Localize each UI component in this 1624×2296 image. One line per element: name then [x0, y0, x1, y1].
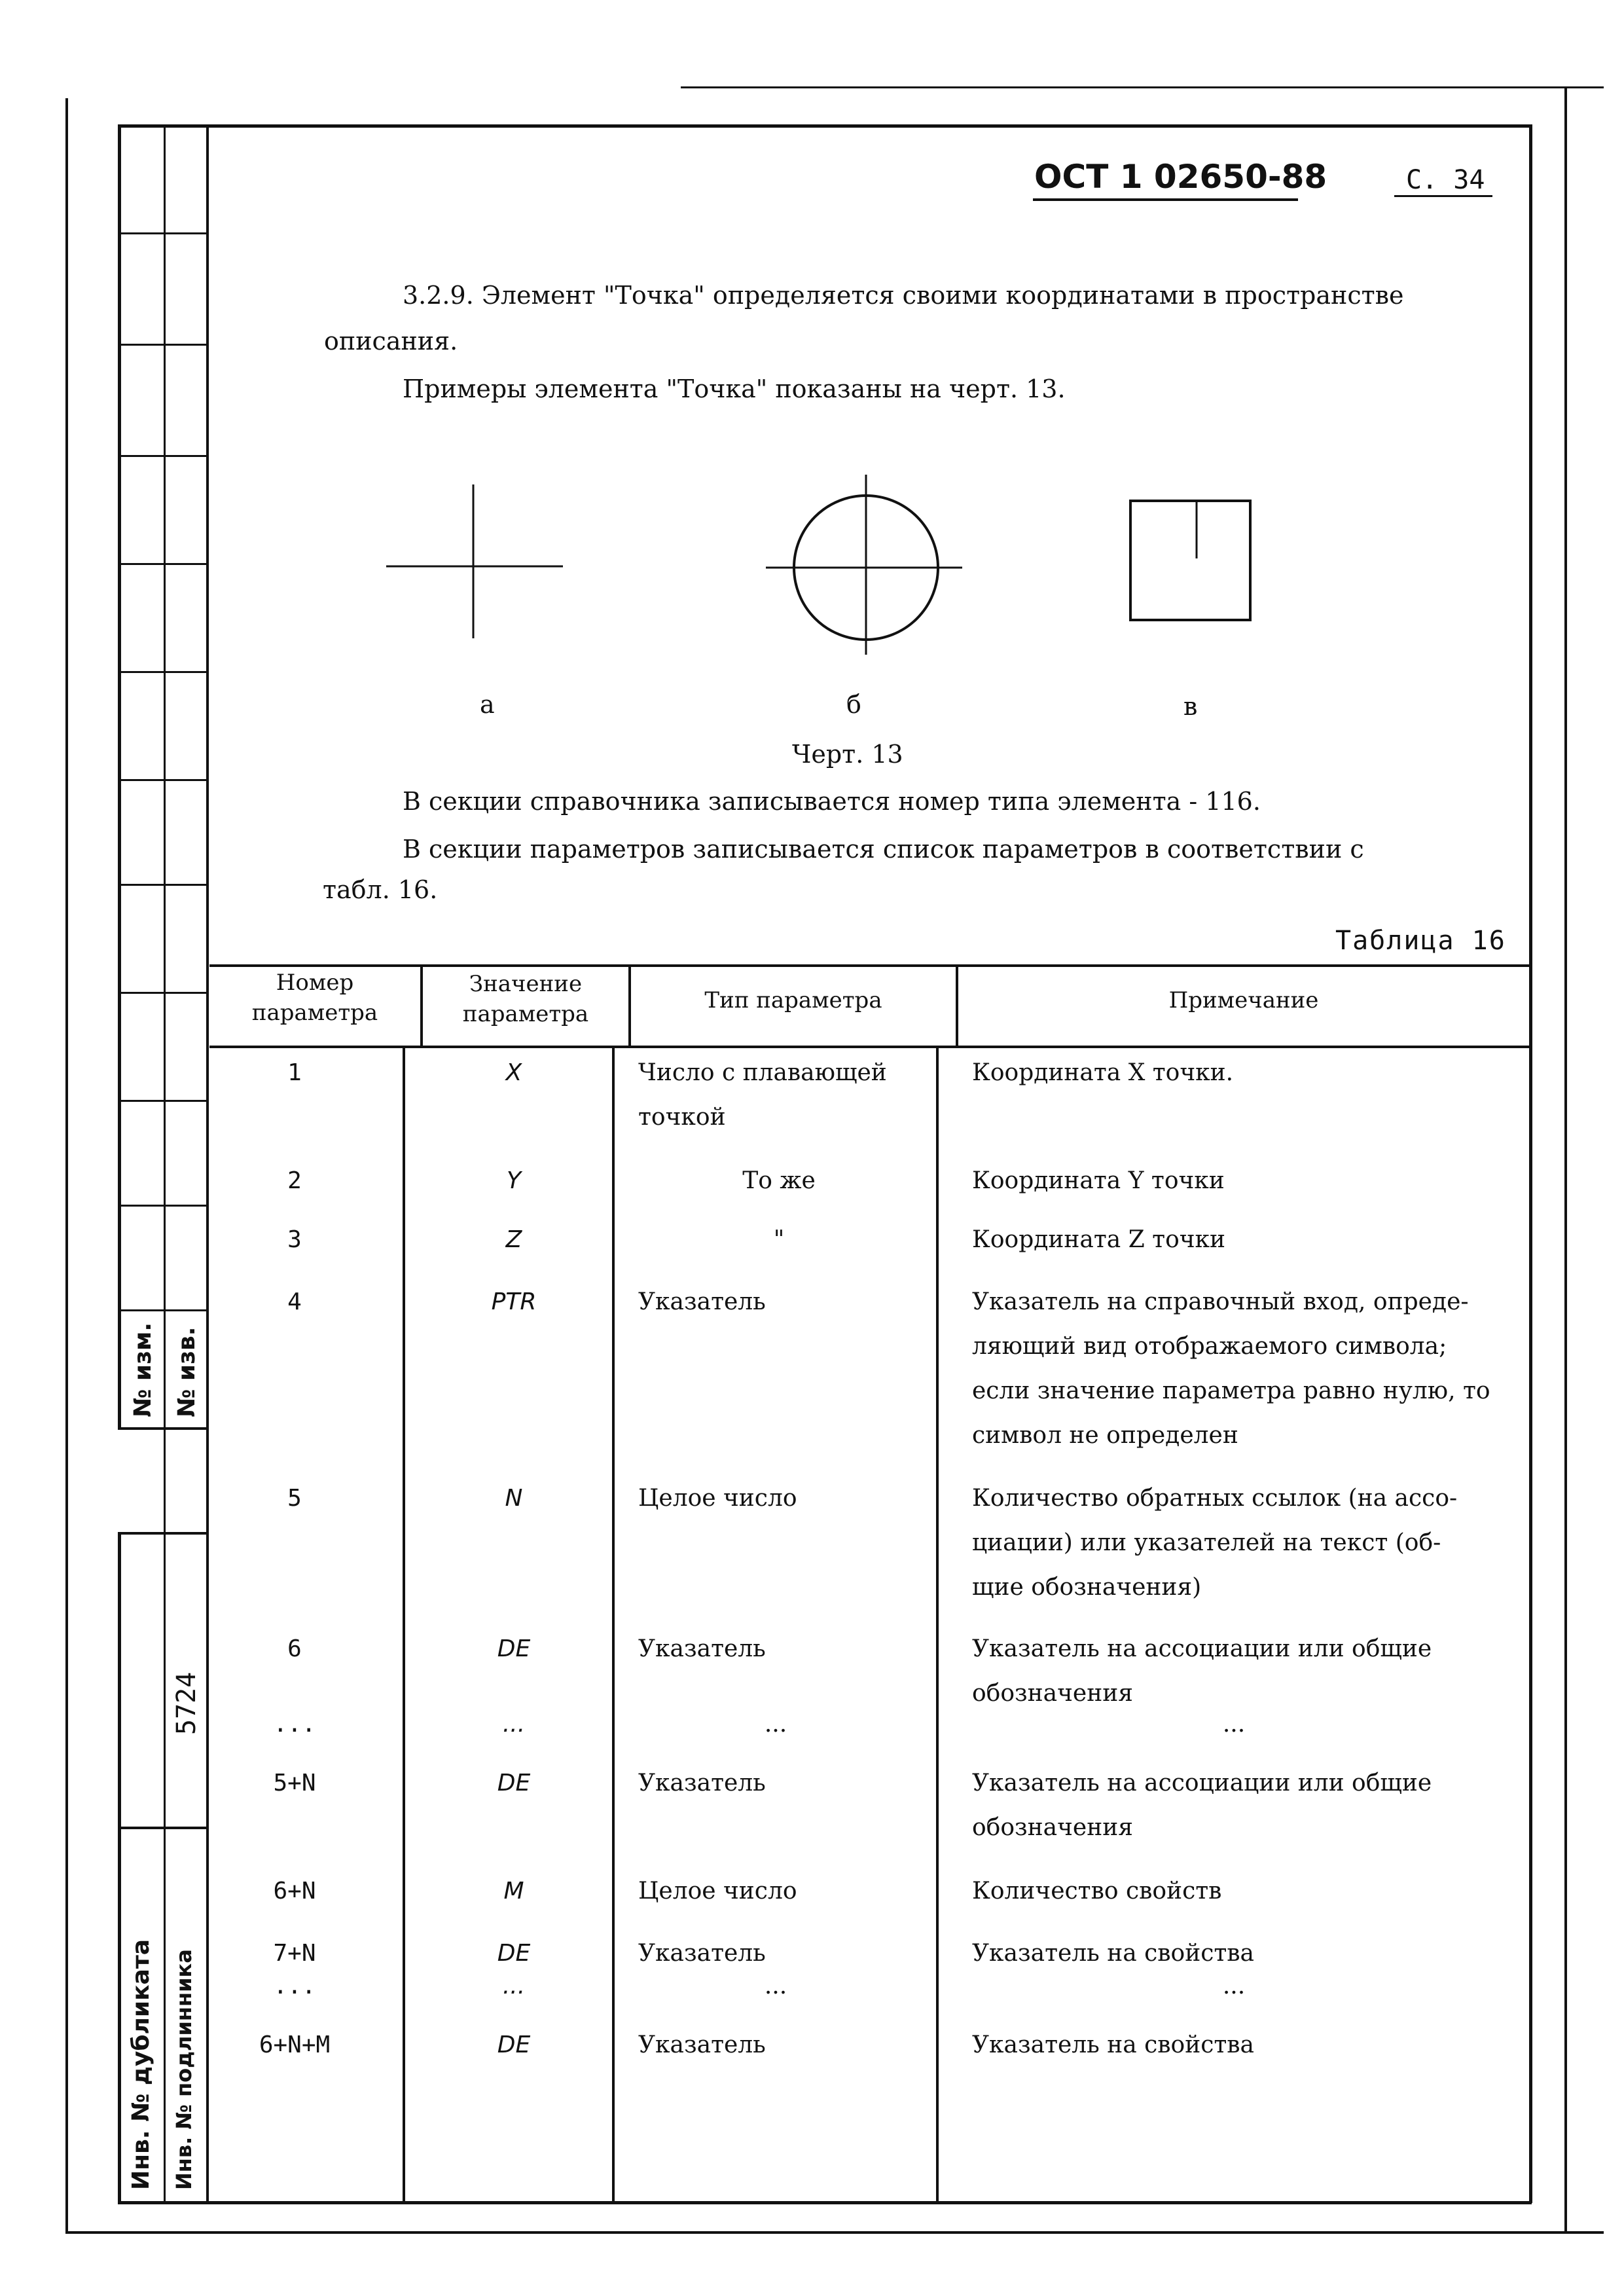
- row-param-value: Z: [505, 1226, 522, 1253]
- margin-number: 5724: [171, 1671, 202, 1735]
- paragraph-directory: В секции справочника записывается номер типа элемента - 116.: [403, 787, 1261, 816]
- row-param-number: ...: [273, 1711, 316, 1738]
- header-note: Примечание: [1168, 987, 1319, 1013]
- row-param-number: 2: [287, 1167, 302, 1194]
- row-note-cont: обозначения: [972, 1814, 1133, 1841]
- row-param-value: M: [503, 1878, 524, 1904]
- row-note: ...: [1222, 1711, 1246, 1738]
- row-note: Указатель на ассоциации или общие: [972, 1635, 1432, 1662]
- point-symbol-cross: [386, 484, 563, 638]
- header-param-type: Тип параметра: [704, 987, 882, 1013]
- row-param-value: DE: [497, 2032, 531, 2058]
- standard-number: ОСТ 1 02650-88: [1034, 158, 1327, 196]
- point-symbol-square: [1130, 501, 1250, 620]
- figure-caption: Черт. 13: [792, 740, 903, 769]
- row-param-type: ": [773, 1226, 785, 1253]
- row-param-number: ...: [273, 1973, 316, 1999]
- row-param-number: 6+N+M: [259, 2032, 331, 2058]
- figure-label-b: б: [846, 690, 861, 719]
- row-param-value: DE: [497, 1940, 531, 1967]
- row-param-type: Целое число: [638, 1485, 797, 1512]
- figure-label-c: в: [1183, 692, 1198, 721]
- row-param-type: Целое число: [638, 1878, 797, 1904]
- row-param-value: ...: [502, 1973, 526, 1999]
- row-param-value: ...: [502, 1711, 526, 1738]
- row-param-number: 5+N: [273, 1770, 316, 1796]
- row-note-cont: ляющий вид отображаемого символа;: [972, 1333, 1447, 1360]
- row-param-value: N: [505, 1485, 523, 1512]
- row-note: Указатель на свойства: [972, 2032, 1255, 2058]
- row-note-cont: циации) или указателей на текст (об-: [972, 1529, 1441, 1556]
- row-param-number: 7+N: [273, 1940, 316, 1967]
- row-note-cont: щие обозначения): [972, 1574, 1202, 1601]
- header-param-number-line2: параметра: [251, 1000, 378, 1026]
- row-note: ...: [1222, 1973, 1246, 1999]
- header-param-value: [423, 969, 628, 1029]
- figure-label-a: а: [480, 690, 495, 719]
- row-param-value: PTR: [491, 1288, 537, 1315]
- row-param-number: 3: [287, 1226, 302, 1253]
- row-param-type: Указатель: [638, 1635, 766, 1662]
- row-note: Координата X точки.: [972, 1059, 1234, 1086]
- table-caption: Таблица 16: [1335, 926, 1506, 956]
- row-param-number: 6: [287, 1635, 302, 1662]
- point-symbol-circle: [766, 475, 962, 655]
- row-param-number: 1: [287, 1059, 302, 1086]
- row-note: Координата Z точки: [972, 1226, 1226, 1253]
- row-param-type: Число с плавающей: [638, 1059, 887, 1086]
- row-param-number: 6+N: [273, 1878, 316, 1904]
- margin-podl-label: Инв. № подлинника: [171, 1949, 196, 2190]
- header-param-number: [209, 968, 420, 1028]
- paragraph-params-line2: табл. 16.: [323, 875, 438, 904]
- row-param-value: Y: [507, 1167, 521, 1194]
- header-param-value-line2: параметра: [462, 1001, 589, 1027]
- row-note: Указатель на свойства: [972, 1940, 1255, 1967]
- row-param-value: DE: [497, 1635, 531, 1662]
- row-param-number: 5: [287, 1485, 302, 1512]
- row-param-value: X: [505, 1059, 522, 1086]
- header-param-number-line1: Номер: [276, 970, 354, 996]
- row-note-cont: обозначения: [972, 1680, 1133, 1707]
- row-note-cont: символ не определен: [972, 1422, 1238, 1449]
- row-param-type: Указатель: [638, 1940, 766, 1967]
- row-param-type: То же: [742, 1167, 816, 1194]
- row-param-value: DE: [497, 1770, 531, 1796]
- row-param-type: Указатель: [638, 1770, 766, 1796]
- row-note: Указатель на ассоциации или общие: [972, 1770, 1432, 1796]
- header-param-value-line1: Значение: [469, 971, 583, 997]
- row-param-number: 4: [287, 1288, 302, 1315]
- paragraph-params-line1: В секции параметров записывается список параметров в соответствии с: [403, 835, 1364, 864]
- row-note: Указатель на справочный вход, опреде-: [972, 1288, 1469, 1315]
- row-note: Количество обратных ссылок (на ассо-: [972, 1485, 1458, 1512]
- row-param-type: ...: [764, 1711, 787, 1738]
- page-number: С. 34: [1406, 165, 1485, 195]
- paragraph-3-2-9-line1: 3.2.9. Элемент "Точка" определяется своими координатами в пространстве: [403, 281, 1404, 310]
- row-param-type-cont: точкой: [638, 1104, 726, 1131]
- row-note: Координата Y точки: [972, 1167, 1225, 1194]
- paragraph-examples: Примеры элемента "Точка" показаны на черт. 13.: [403, 374, 1066, 403]
- row-param-type: Указатель: [638, 1288, 766, 1315]
- row-param-type: Указатель: [638, 2032, 766, 2058]
- row-param-type: ...: [764, 1973, 787, 1999]
- margin-dubl-label: Инв. № дубликата: [128, 1939, 154, 2190]
- paragraph-3-2-9-line2: описания.: [324, 327, 458, 355]
- margin-izm-label: № изм.: [130, 1322, 156, 1417]
- row-note: Количество свойств: [972, 1878, 1222, 1904]
- row-note-cont: если значение параметра равно нулю, то: [972, 1377, 1490, 1404]
- figure-13: [367, 465, 1270, 674]
- margin-izv-label: № изв.: [173, 1326, 200, 1417]
